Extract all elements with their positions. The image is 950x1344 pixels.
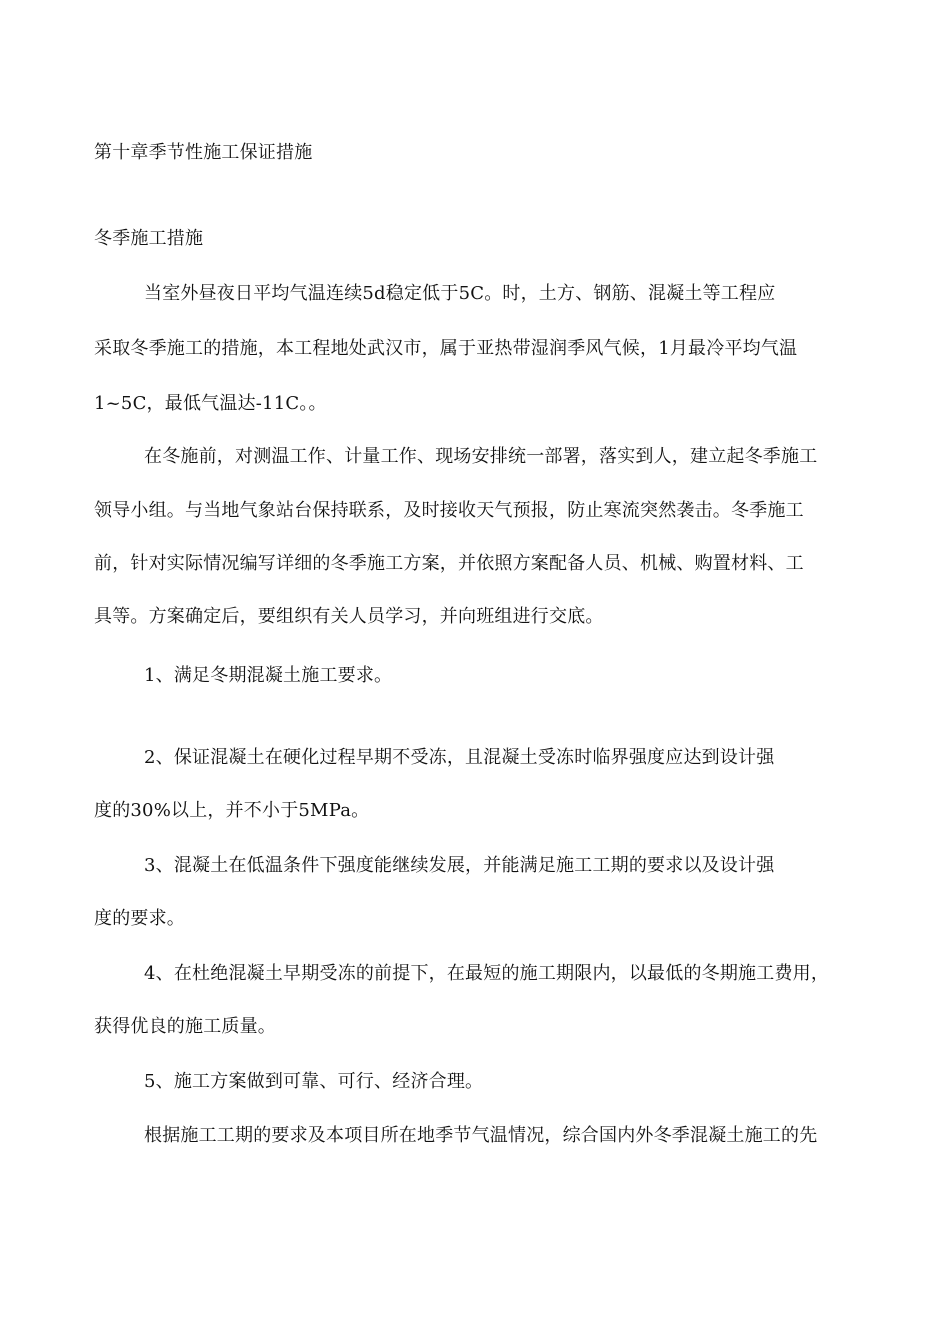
paragraph-line: 当室外昼夜日平均气温连续5d稳定低于5C。时，土方、钢筋、混凝土等工程应	[144, 283, 776, 304]
list-item: 2、保证混凝土在硬化过程早期不受冻，且混凝土受冻时临界强度应达到设计强	[144, 747, 775, 768]
paragraph-line: 领导小组。与当地气象站台保持联系，及时接收天气预报，防止寒流突然袭击。冬季施工	[94, 500, 804, 521]
paragraph-line: 度的要求。	[94, 908, 185, 929]
paragraph-line: 1~5C，最低气温达-11C。。	[94, 393, 327, 414]
paragraph-line: 度的30%以上，并不小于5MPa。	[94, 800, 370, 821]
paragraph-line: 前，针对实际情况编写详细的冬季施工方案，并依照方案配备人员、机械、购置材料、工	[94, 553, 804, 574]
paragraph-line: 获得优良的施工质量。	[94, 1016, 276, 1037]
list-item: 4、在杜绝混凝土早期受冻的前提下，在最短的施工期限内，以最低的冬期施工费用，	[144, 963, 830, 984]
paragraph-line: 根据施工工期的要求及本项目所在地季节气温情况，综合国内外冬季混凝土施工的先	[144, 1125, 818, 1146]
chapter-title: 第十章季节性施工保证措施	[94, 142, 313, 163]
paragraph-line: 在冬施前，对测温工作、计量工作、现场安排统一部署，落实到人，建立起冬季施工	[144, 446, 818, 467]
list-item: 1、满足冬期混凝土施工要求。	[144, 665, 393, 686]
paragraph-line: 具等。方案确定后，要组织有关人员学习，并向班组进行交底。	[94, 606, 604, 627]
section-title: 冬季施工措施	[94, 228, 204, 249]
paragraph-line: 采取冬季施工的措施，本工程地处武汉市，属于亚热带湿润季风气候，1月最冷平均气温	[94, 338, 798, 359]
list-item: 5、施工方案做到可靠、可行、经济合理。	[144, 1071, 484, 1092]
list-item: 3、混凝土在低温条件下强度能继续发展，并能满足施工工期的要求以及设计强	[144, 855, 775, 876]
